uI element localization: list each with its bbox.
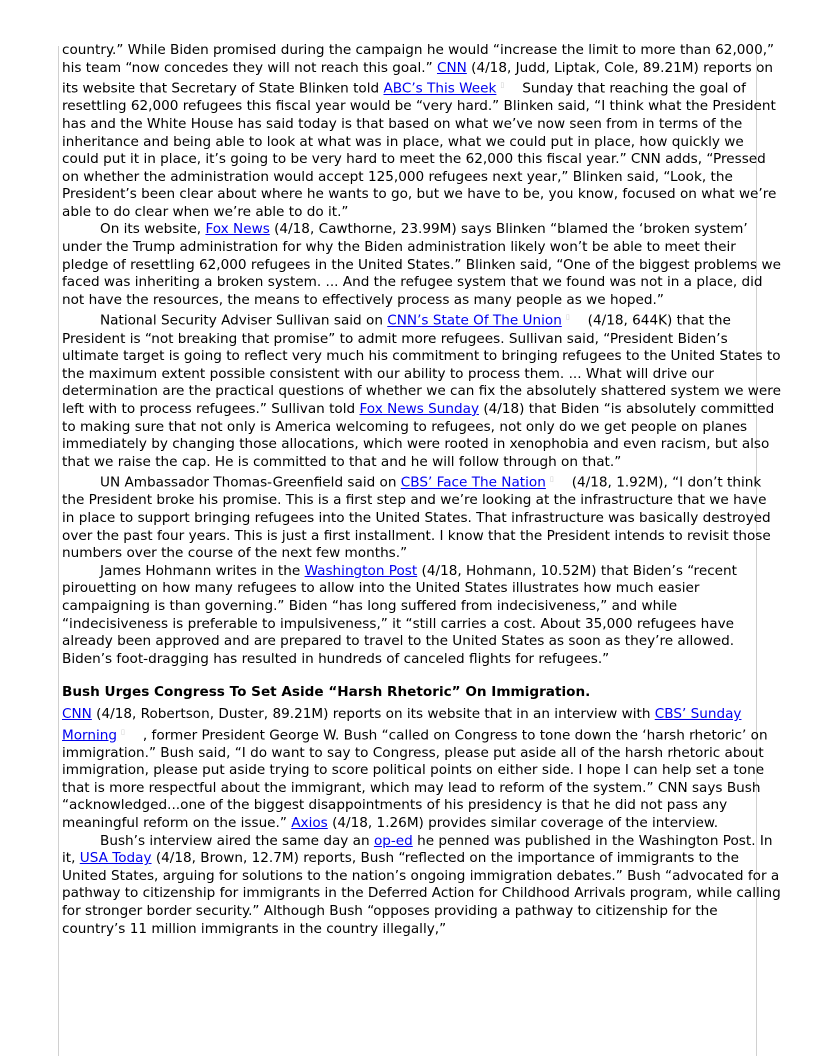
article-body — [62, 42, 782, 938]
link-cbs-face-the-nation[interactable]: CBS’ Face The Nation — [400, 474, 546, 491]
link-axios[interactable]: Axios — [291, 815, 328, 832]
media-marker-icon: ▯ — [549, 475, 554, 484]
section-heading: Bush Urges Congress To Set Aside “Harsh Rhetoric” On Immigration. — [62, 684, 591, 701]
media-marker-icon: ▯ — [500, 81, 505, 90]
media-marker-icon: ▯ — [121, 727, 125, 736]
paragraph-thomas-greenfield: UN Ambassador Thomas-Greenfield said on CBS’ Face The Nation ▯ (4/18, 1.92M), “I don’t think the President broke his promise. This is a first step and we’re looking at the infrastructure that we have in place to support bringing refugees into the United States. That infrastructure was basically destroyed over the past four years. This is just a first installment. I know that the President intends to revisit those numbers over the course of the next few months.” — [62, 474, 771, 562]
paragraph-sullivan: National Security Adviser Sullivan said on CNN’s State Of The Union ▯ (4/18, 644K) that the President is “not breaking that promise” to admit more refugees. Sullivan said, “President Biden’s ultimate target is going to reflect very much his commitment to bringing refugees to the United States to the maximum extent possible consistent with our ability to process them. ... What will drive our determination are the practical questions of whether we can fix the absolutely shattered system we were left with to process refugees.” Sullivan told Fox News Sunday (4/18) that Biden “is absolutely committed to making sure that not only is America welcoming to refugees, not only do we get people on planes immediately by changing those allocations, which were rooted in xenophobia and even racism, but also that we raise the cap. He is committed to that and he will follow through on that.” — [62, 312, 781, 470]
link-op-ed[interactable]: op-ed — [373, 832, 413, 849]
link-abcs-this-week[interactable]: ABC’s This Week — [383, 80, 497, 97]
paragraph-fox-news: On its website, Fox News (4/18, Cawthorne, 23.99M) says Blinken “blamed the ‘broken system’ under the Trump administration for why the Biden administration likely won’t be able to meet their pledge of resettling 62,000 refugees in the United States.” Blinken said, “One of the biggest problems we faced was inheriting a broken system. ... And the refugee system that we found was not in a place, did not have the resources, the means to effectively process as many people as we hoped.” — [62, 221, 781, 308]
link-cnn[interactable]: CNN — [436, 59, 467, 76]
link-usa-today[interactable]: USA Today — [79, 850, 152, 867]
link-cnns-state-of-the-union[interactable]: CNN’s State Of The Union — [387, 312, 562, 329]
link-cnn-bush[interactable]: CNN — [62, 705, 92, 722]
link-cbs-sunday-morning[interactable]: CBS’ Sunday Morning — [62, 705, 742, 744]
paragraph-hohmann: James Hohmann writes in the Washington Post (4/18, Hohmann, 10.52M) that Biden’s “recent pirouetting on how many refugees to allow into the United States illustrates how much easier campaigning is than governing.” Biden “has long suffered from indecisiveness,” and while “indecisiveness is preferable to impulsiveness,” it “still carries a cost. About 35,000 refugees have already been approved and are prepared to travel to the United States as soon as they’re allowed. Biden’s foot-dragging has resulted in hundreds of canceled flights for refugees.” — [62, 562, 737, 667]
media-marker-icon: ▯ — [565, 313, 570, 322]
left-margin-rule — [58, 46, 59, 1056]
paragraph-bush-cnn: CNN (4/18, Robertson, Duster, 89.21M) reports on its website that in an interview with CBS’ Sunday Morning ▯ , former President George W. Bush “called on Congress to tone down the ‘harsh rhetoric’ on immigration.” Bush said, “I do want to say to Congress, please put aside all of the harsh rhetoric about immigration, please put aside trying to score political points on either side. I hope I can help set a tone that is more respectful about the immigrant, which may lead to reform of the system.” CNN says Bush “acknowledged...one of the biggest disappointments of his presidency is that he did not pass any meaningful reform on the issue.” Axios (4/18, 1.26M) provides similar coverage of the interview. — [62, 705, 768, 832]
paragraph-blinken-cnn: country.” While Biden promised during the campaign he would “increase the limit to more than 62,000,” his team “now concedes they will not reach this goal.” CNN (4/18, Judd, Liptak, Cole, 89.21M) reports on its website that Secretary of State Blinken told ABC’s This Week ▯ Sunday that reaching the goal of resettling 62,000 refugees this fiscal year would be “very hard.” Blinken said, “I think what the President has and the White House has said today is that based on what we’ve now seen from in terms of the inheritance and being able to look at what was in place, what we could put in place, how quickly we could put it in place, it’s going to be very hard to meet the 62,000 this fiscal year.” CNN adds, “Pressed on whether the administration would accept 125,000 refugees next year,” Blinken said, “Look, the President’s been clear about where he wants to go, but we have to be, you know, focused on what we’re able to do clear when we’re able to do it.” — [62, 42, 777, 220]
paragraph-bush-op-ed: Bush’s interview aired the same day an op-ed he penned was published in the Washington Post. In it, USA Today (4/18, Brown, 12.7M) reports, Bush “reflected on the importance of immigrants to the United States, arguing for solutions to the nation’s ongoing immigration debates.” Bush “advocated for a pathway to citizenship for immigrants in the Deferred Action for Childhood Arrivals program, while calling for stronger border security.” Although Bush “opposes providing a pathway to citizenship for the country’s 11 million immigrants in the country illegally,” — [62, 832, 781, 937]
link-fox-news-sunday[interactable]: Fox News Sunday — [359, 400, 479, 417]
link-fox-news[interactable]: Fox News — [205, 221, 270, 238]
link-washington-post[interactable]: Washington Post — [304, 562, 418, 579]
